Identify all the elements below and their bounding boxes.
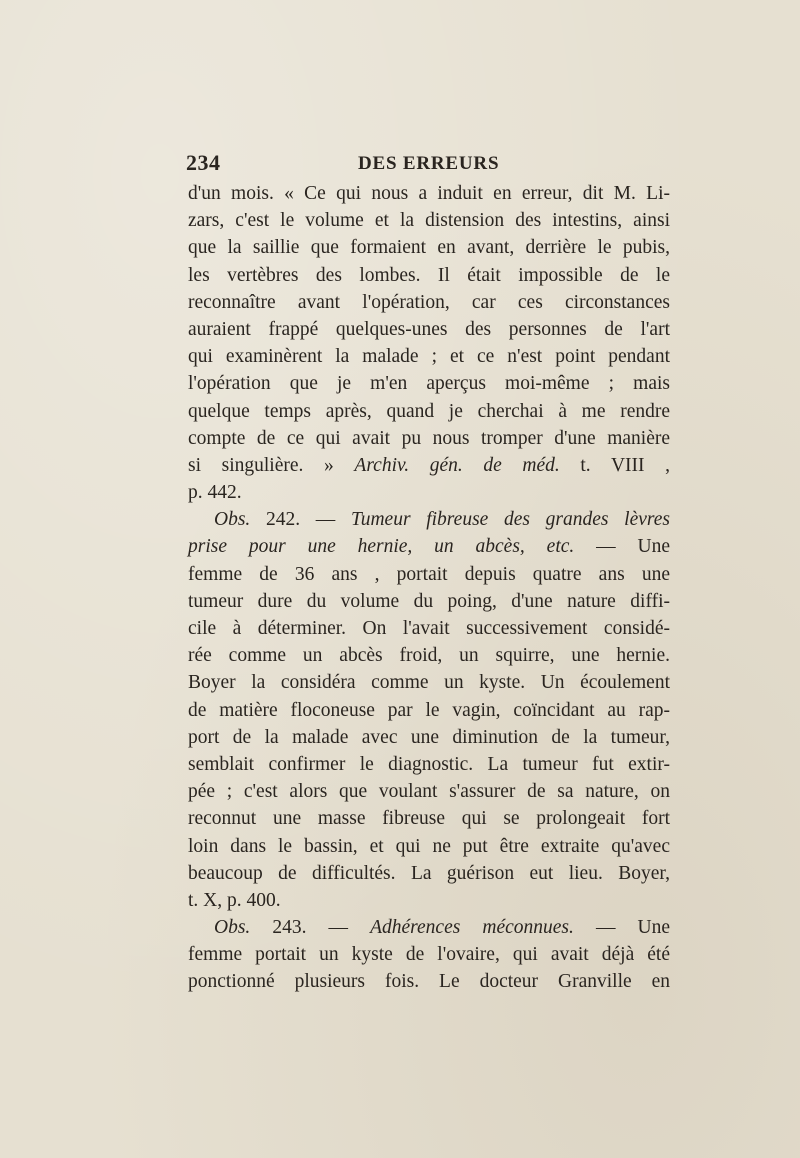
text-line-30: ponctionné plusieurs fois. Le docteur Granville en [188,971,670,993]
text-line-10: compte de ce qui avait pu nous tromper d'une manière [188,427,670,449]
citation-archiv: Archiv. gén. de méd. [354,454,560,476]
text-line-7: qui examinèrent la malade ; et ce n'est point pendant [188,346,670,368]
text-line-17: cile à déterminer. On l'avait successivement considé- [188,618,670,639]
text-line-9: quelque temps après, quand je cherchai à me rendre [188,400,670,422]
text-line-16: tumeur dure du volume du poing, d'une nature diffi- [188,590,670,612]
text-line-20: de matière floconeuse par le vagin, coïncidant au rap- [188,699,670,721]
running-head: DES ERREURS [358,153,500,174]
page-header [186,150,670,178]
text-line-2: zars, c'est le volume et la distension des intestins, ainsi [188,210,670,232]
text-line-26: beaucoup de difficultés. La guérison eut lieu. Boyer, [188,862,670,884]
text-line-28: Obs. 243. — Adhérences méconnues. — Une [214,917,671,939]
text-line-6: auraient frappé quelques-unes des personnes de l'art [188,318,670,340]
obs-title-243: Adhérences méconnues. [370,917,574,939]
text-line-4: les vertèbres des lombes. Il était impossible de le [188,264,670,286]
text-line-11: si singulière. » Archiv. gén. de méd. t. VIII , [188,454,671,476]
text-line-15: femme de 36 ans , portait depuis quatre ans une [188,563,670,585]
text-line-5: reconnaître avant l'opération, car ces circonstances [188,291,670,313]
text-line-24: reconnut une masse fibreuse qui se prolongeait fort [188,808,670,830]
obs-label-243: Obs. [214,917,251,939]
page-number: 234 [186,150,221,175]
text-line-18: rée comme un abcès froid, un squirre, une hernie. [188,645,670,667]
obs-label-242: Obs. [214,509,251,531]
body-text [188,180,670,996]
text-line-25: loin dans le bassin, et qui ne put être extraite qu'avec [188,835,670,857]
text-line-23: pée ; c'est alors que voulant s'assurer de sa nature, on [188,781,670,803]
text-line-3: que la saillie que formaient en avant, derrière le pubis, [188,237,670,259]
text-line-22: semblait confirmer le diagnostic. La tumeur fut extir- [188,753,670,775]
obs-title-242-cont: prise pour une hernie, un abcès, etc. [188,536,575,558]
text-line-1: d'un mois. « Ce qui nous a induit en erreur, dit M. Li- [188,183,670,204]
text-line-13: Obs. 242. — Tumeur fibreuse des grandes lèvres [214,509,671,531]
text-line-8: l'opération que je m'en aperçus moi-même ; mais [188,373,670,395]
text-line-21: port de la malade avec une diminution de la tumeur, [188,726,670,748]
text-line-19: Boyer la considéra comme un kyste. Un écoulement [188,672,670,694]
obs-title-242: Tumeur fibreuse des grandes lèvres [350,509,671,531]
text-line-14: prise pour une hernie, un abcès, etc. — Une [188,536,670,558]
text-line-27: t. X, p. 400. [188,889,281,911]
text-line-29: femme portait un kyste de l'ovaire, qui avait déjà été [188,944,670,966]
text-line-12: p. 442. [188,482,242,504]
